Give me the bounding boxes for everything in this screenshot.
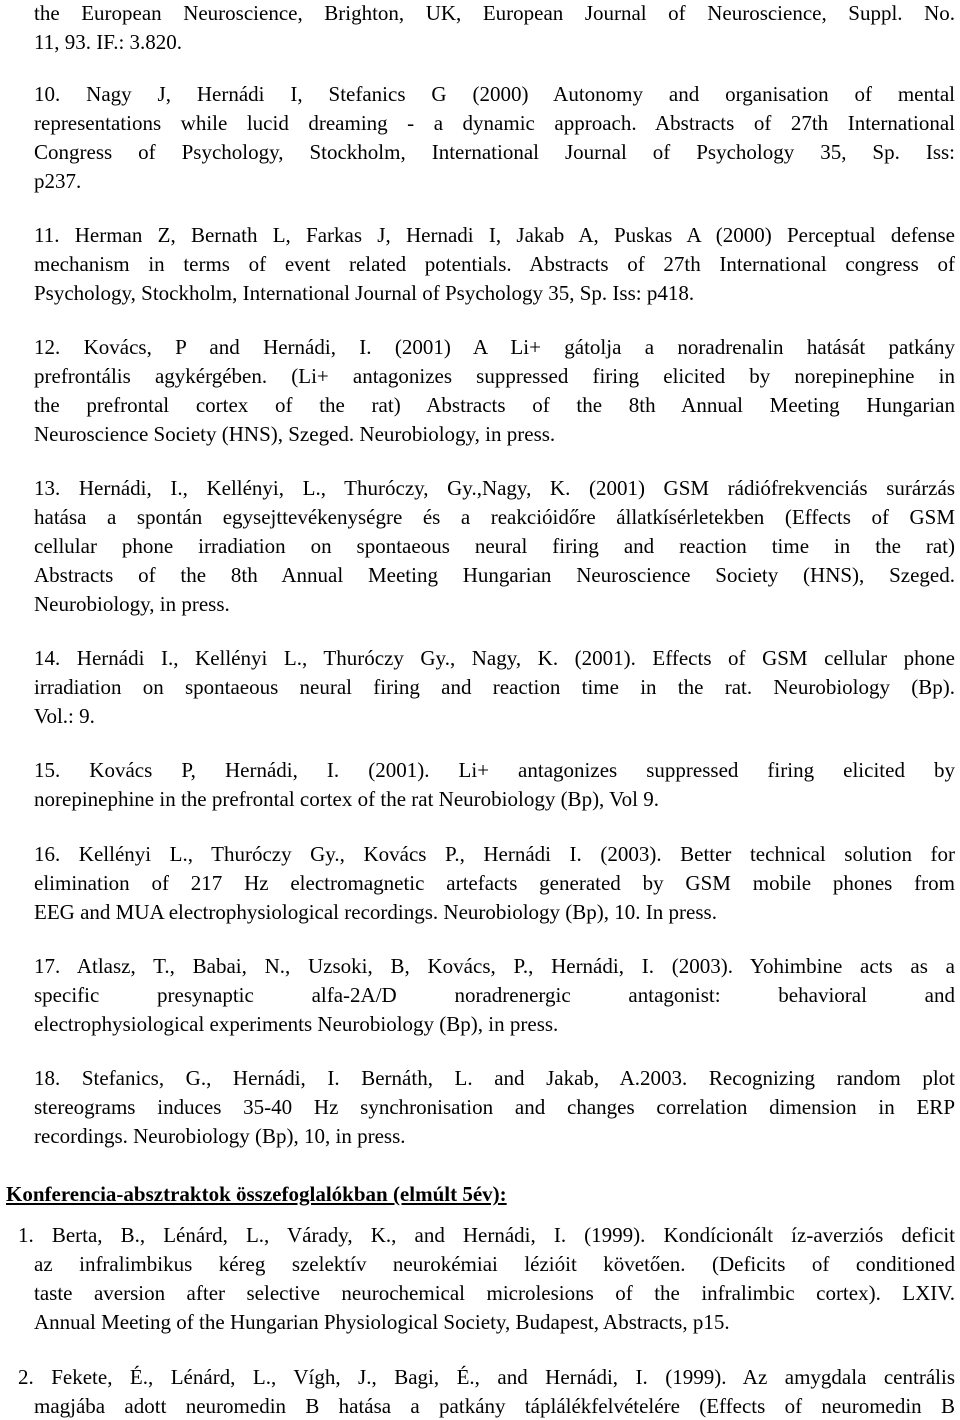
text-line: 12. Kovács, P and Hernádi, I. (2001) A Li+ gátolja a noradrenalin hatását patkány [34,335,955,359]
text-line: Abstracts of the 8th Annual Meeting Hungarian Neuroscience Society (HNS), Szeged. [34,563,955,587]
text-line: 17. Atlasz, T., Babai, N., Uzsoki, B, Kovács, P., Hernádi, I. (2003). Yohimbine acts as a [34,954,955,978]
text-line: 16. Kellényi L., Thuróczy Gy., Kovács P., Hernádi I. (2003). Better technical solution for [34,842,955,866]
text-line: recordings. Neurobiology (Bp), 10, in press. [34,1124,406,1148]
text-line: Neurobiology, in press. [34,592,230,616]
text-line: 11, 93. IF.: 3.820. [34,30,183,54]
text-line: 2. Fekete, É., Lénárd, L., Vígh, J., Bagi, É., and Hernádi, I. (1999). Az amygdala centrális [18,1365,955,1389]
text-line: 15. Kovács P, Hernádi, I. (2001). Li+ antagonizes suppressed firing elicited by [34,758,955,782]
text-line: irradiation on spontaeous neural firing and reaction time in the rat. Neurobiology (Bp). [34,675,955,699]
text-line: 14. Hernádi I., Kellényi L., Thuróczy Gy., Nagy, K. (2001). Effects of GSM cellular phone [34,646,955,670]
text-line: mechanism in terms of event related potentials. Abstracts of 27th International congress of [34,252,955,276]
text-line: Psychology, Stockholm, International Journal of Psychology 35, Sp. Iss: p418. [34,281,695,305]
text-line: stereograms induces 35-40 Hz synchronisation and changes correlation dimension in ERP [34,1095,955,1119]
text-line: norepinephine in the prefrontal cortex of the rat Neurobiology (Bp), Vol 9. [34,787,659,811]
text-line: the European Neuroscience, Brighton, UK, European Journal of Neuroscience, Suppl. No. [34,1,955,25]
text-line: 18. Stefanics, G., Hernádi, I. Bernáth, L. and Jakab, A.2003. Recognizing random plot [34,1066,955,1090]
text-line: 10. Nagy J, Hernádi I, Stefanics G (2000) Autonomy and organisation of mental [34,82,955,106]
text-line: 11. Herman Z, Bernath L, Farkas J, Hernadi I, Jakab A, Puskas A (2000) Perceptual defense [34,223,955,247]
text-line: Vol.: 9. [34,704,95,728]
text-line: magjába adott neuromedin B hatása a patkány táplálékfelvételére (Effects of neuromedin B [34,1394,955,1418]
text-line: Congress of Psychology, Stockholm, International Journal of Psychology 35, Sp. Iss: [34,140,955,164]
text-line: 13. Hernádi, I., Kellényi, L., Thuróczy, Gy.,Nagy, K. (2001) GSM rádiófrekvenciás surárzás [34,476,955,500]
text-line: the prefrontal cortex of the rat) Abstracts of the 8th Annual Meeting Hungarian [34,393,955,417]
text-line: specific presynaptic alfa-2A/D noradrenergic antagonist: behavioral and [34,983,955,1007]
text-line: Neuroscience Society (HNS), Szeged. Neurobiology, in press. [34,422,556,446]
text-line: cellular phone irradiation on spontaeous neural firing and reaction time in the rat) [34,534,955,558]
section-heading: Konferencia-absztraktok összefoglalókban (elmúlt 5év): [6,1182,507,1206]
text-line: az infralimbikus kéreg szelektív neurokémiai lézióit követően. (Deficits of conditioned [34,1252,955,1276]
text-line: Annual Meeting of the Hungarian Physiological Society, Budapest, Abstracts, p15. [34,1310,730,1334]
text-line: prefrontális agykérgében. (Li+ antagonizes suppressed firing elicited by norepinephine in [34,364,955,388]
text-line: hatása a spontán egysejttevékenységre és a reakcióidőre állatkísérletekben (Effects of GSM [34,505,955,529]
text-line: electrophysiological experiments Neurobiology (Bp), in press. [34,1012,559,1036]
text-line: representations while lucid dreaming - a dynamic approach. Abstracts of 27th International [34,111,955,135]
text-line: taste aversion after selective neurochemical microlesions of the infralimbic cortex). LXIV. [34,1281,955,1305]
text-line: elimination of 217 Hz electromagnetic artefacts generated by GSM mobile phones from [34,871,955,895]
text-line: p237. [34,169,82,193]
text-line: EEG and MUA electrophysiological recordings. Neurobiology (Bp), 10. In press. [34,900,717,924]
text-line: 1. Berta, B., Lénárd, L., Várady, K., and Hernádi, I. (1999). Kondícionált íz-averziós deficit [18,1223,955,1247]
